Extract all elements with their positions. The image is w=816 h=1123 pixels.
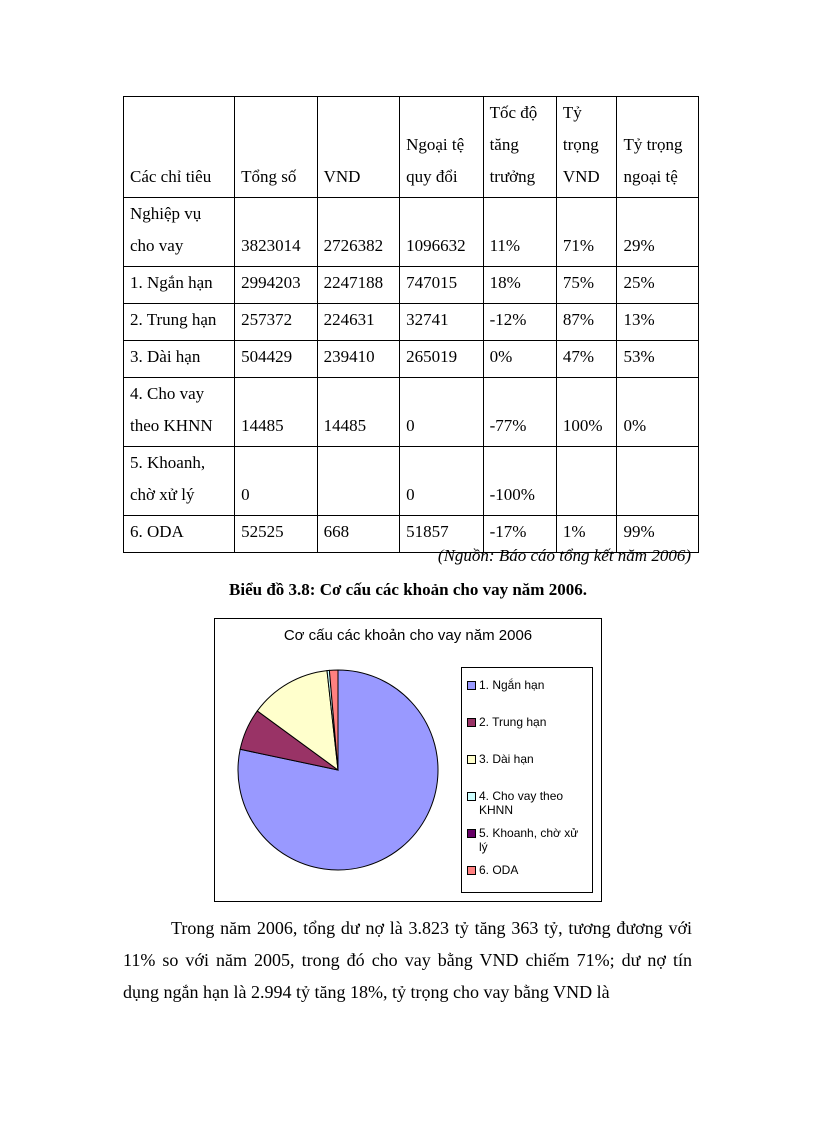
cell-tong-so: 0 xyxy=(235,447,318,516)
legend-item xyxy=(467,678,589,692)
cell-ngoai-te: 0 xyxy=(400,378,483,447)
row-label: 4. Cho vay theo KHNN xyxy=(124,378,235,447)
pie-chart xyxy=(214,618,602,902)
cell-ngoai-te: 265019 xyxy=(400,341,483,378)
table-row xyxy=(124,447,699,516)
legend-label: 4. Cho vay theo KHNN xyxy=(479,789,564,817)
legend-label: 1. Ngắn hạn xyxy=(479,678,545,692)
loan-structure-table xyxy=(123,96,699,553)
chart-legend xyxy=(461,667,593,893)
cell-ty-trong-nt: 99% xyxy=(617,516,699,553)
legend-swatch xyxy=(467,718,476,727)
row-label: 5. Khoanh, chờ xử lý xyxy=(124,447,235,516)
table-header-row xyxy=(124,97,699,198)
cell-ngoai-te: 32741 xyxy=(400,304,483,341)
cell-toc-do: -12% xyxy=(483,304,556,341)
cell-ty-trong-vnd: 87% xyxy=(556,304,617,341)
cell-vnd: 668 xyxy=(317,516,400,553)
cell-tong-so: 52525 xyxy=(235,516,318,553)
legend-swatch xyxy=(467,681,476,690)
cell-vnd: 2247188 xyxy=(317,267,400,304)
row-label: Nghiệp vụ cho vay xyxy=(124,198,235,267)
legend-label: 2. Trung hạn xyxy=(479,715,547,729)
legend-label: 5. Khoanh, chờ xử lý xyxy=(479,826,579,854)
source-note: (Nguồn: Báo cáo tổng kết năm 2006) xyxy=(437,546,691,565)
cell-toc-do: 0% xyxy=(483,341,556,378)
cell-tong-so: 2994203 xyxy=(235,267,318,304)
cell-ty-trong-vnd: 71% xyxy=(556,198,617,267)
legend-label: 3. Dài hạn xyxy=(479,752,534,766)
cell-toc-do: -77% xyxy=(483,378,556,447)
cell-tong-so: 3823014 xyxy=(235,198,318,267)
cell-ngoai-te: 1096632 xyxy=(400,198,483,267)
table-row xyxy=(124,378,699,447)
row-label: 1. Ngắn hạn xyxy=(124,267,235,304)
cell-vnd: 239410 xyxy=(317,341,400,378)
cell-ty-trong-nt: 29% xyxy=(617,198,699,267)
cell-ngoai-te: 0 xyxy=(400,447,483,516)
cell-ty-trong-vnd: 100% xyxy=(556,378,617,447)
cell-ty-trong-nt xyxy=(617,447,699,516)
legend-item xyxy=(467,826,589,854)
header-cell: Ngoại tệ quy đổi xyxy=(400,97,483,198)
cell-ty-trong-vnd: 1% xyxy=(556,516,617,553)
cell-tong-so: 504429 xyxy=(235,341,318,378)
row-label: 2. Trung hạn xyxy=(124,304,235,341)
cell-ngoai-te: 51857 xyxy=(400,516,483,553)
legend-item xyxy=(467,789,589,817)
legend-swatch xyxy=(467,755,476,764)
cell-ty-trong-nt: 25% xyxy=(617,267,699,304)
cell-toc-do: 11% xyxy=(483,198,556,267)
cell-vnd xyxy=(317,447,400,516)
table-row xyxy=(124,304,699,341)
header-cell: VND xyxy=(317,97,400,198)
table-row xyxy=(124,198,699,267)
header-cell: Tổng số xyxy=(235,97,318,198)
header-cell: Tỷ trọng VND xyxy=(556,97,617,198)
legend-swatch xyxy=(467,792,476,801)
legend-swatch xyxy=(467,829,476,838)
header-cell: Các chỉ tiêu xyxy=(124,97,235,198)
cell-tong-so: 257372 xyxy=(235,304,318,341)
cell-ty-trong-nt: 13% xyxy=(617,304,699,341)
chart-caption: Biểu đồ 3.8: Cơ cấu các khoản cho vay năm 2006. xyxy=(229,580,587,599)
cell-vnd: 224631 xyxy=(317,304,400,341)
legend-item xyxy=(467,715,589,729)
header-cell: Tốc độ tăng trưởng xyxy=(483,97,556,198)
cell-ty-trong-vnd: 75% xyxy=(556,267,617,304)
cell-ngoai-te: 747015 xyxy=(400,267,483,304)
body-paragraph: Trong năm 2006, tổng dư nợ là 3.823 tỷ tăng 363 tỷ, tương đương với 11% so với năm 2005, trong đó cho vay bằng VND chiếm 71%; dư nợ tín dụng ngắn hạn là 2.994 tỷ tăng 18%, tỷ trọng cho vay bằng VND là xyxy=(123,918,692,1002)
legend-item xyxy=(467,752,589,766)
cell-ty-trong-nt: 53% xyxy=(617,341,699,378)
row-label: 6. ODA xyxy=(124,516,235,553)
row-label: 3. Dài hạn xyxy=(124,341,235,378)
cell-toc-do: -100% xyxy=(483,447,556,516)
legend-item xyxy=(467,863,589,877)
cell-vnd: 14485 xyxy=(317,378,400,447)
header-cell: Tỷ trọng ngoại tệ xyxy=(617,97,699,198)
cell-toc-do: 18% xyxy=(483,267,556,304)
legend-swatch xyxy=(467,866,476,875)
cell-ty-trong-nt: 0% xyxy=(617,378,699,447)
legend-label: 6. ODA xyxy=(479,863,519,877)
table-row xyxy=(124,267,699,304)
cell-ty-trong-vnd xyxy=(556,447,617,516)
chart-title: Cơ cấu các khoản cho vay năm 2006 xyxy=(283,627,533,644)
cell-vnd: 2726382 xyxy=(317,198,400,267)
cell-toc-do: -17% xyxy=(483,516,556,553)
table-row xyxy=(124,341,699,378)
cell-ty-trong-vnd: 47% xyxy=(556,341,617,378)
cell-tong-so: 14485 xyxy=(235,378,318,447)
